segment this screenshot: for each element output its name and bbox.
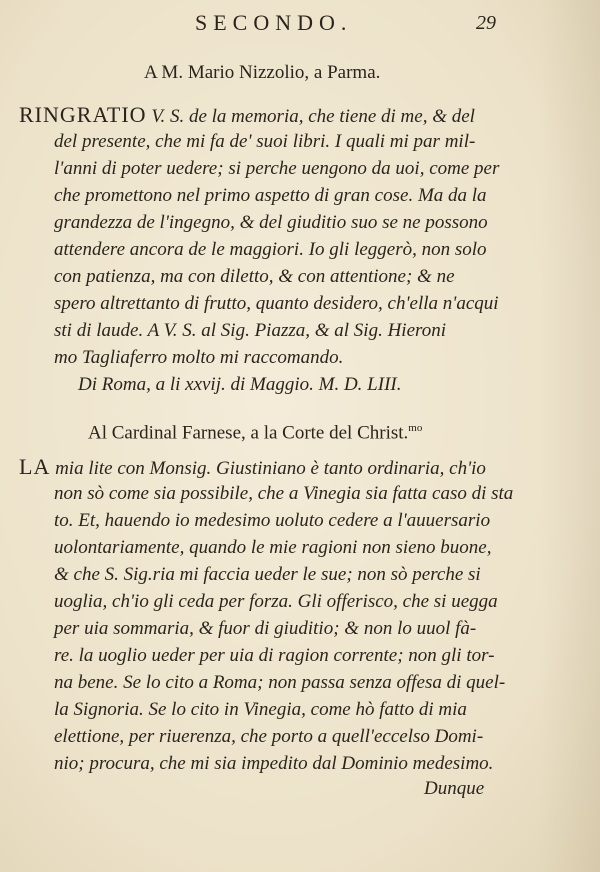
letter-2-line-5: & che S. Sig.ria mi faccia ueder le sue; non sò perche si (54, 564, 481, 585)
letter-2-heading-superscript: mo (408, 422, 423, 434)
letter-2-line-11: elettione, per riuerenza, che porto a quell'eccelso Domi- (54, 726, 484, 747)
letter-2-line-9: na bene. Se lo cito a Roma; non passa senza offesa di quel- (54, 672, 506, 693)
page-edge-shadow (540, 0, 600, 872)
letter-1-heading: A M. Mario Nizzolio, a Parma. (144, 62, 381, 83)
letter-2-line-10: la Signoria. Se lo cito in Vinegia, come hò fatto di mia (54, 699, 467, 720)
letter-2-line-12: nio; procura, che mi sia impedito dal Dominio medesimo. (54, 753, 494, 774)
letter-2-line-1-text: mia lite con Monsig. Giustiniano è tanto ordinaria, ch'io (55, 458, 486, 479)
letter-1-line-7: con patienza, ma con diletto, & con attentione; & ne (54, 266, 455, 287)
letter-2-heading-text: Al Cardinal Farnese, a la Corte del Christ. (88, 422, 409, 444)
letter-1-line-5: grandezza de l'ingegno, & del giuditio suo se ne possono (54, 212, 488, 233)
letter-2-line-2: non sò come sia possibile, che a Vinegia sia fatta caso di sta (54, 483, 514, 504)
letter-1-line-9: sti di laude. A V. S. al Sig. Piazza, & al Sig. Hieroni (54, 320, 446, 341)
letter-2-heading (88, 422, 422, 444)
opening-word-text: RINGRATIO (19, 102, 147, 127)
letter-2-line-8: re. la uoglio ueder per uia di ragion corrente; non gli tor- (54, 645, 495, 666)
letter-1-line-6: attendere ancora de le maggiori. Io gli leggerò, non solo (54, 239, 487, 260)
page-number: 29 (476, 12, 496, 34)
letter-2-line-6: uoglia, ch'io gli ceda per forza. Gli offerisco, che si uegga (54, 591, 498, 612)
letter-1-line-1 (19, 103, 475, 131)
letter-1-line-3: l'anni di poter uedere; si perche uengono da uoi, come per (54, 158, 500, 179)
opening-word-2-text: LA (19, 454, 51, 479)
letter-2-line-4: uolontariamente, quando le mie ragioni non sieno buone, (54, 537, 492, 558)
catchword: Dunque (424, 778, 485, 799)
letter-2-line-3: to. Et, hauendo io medesimo uoluto cedere a l'auuersario (54, 510, 491, 531)
letter-2-line-7: per uia sommaria, & fuor di giuditio; & non lo uuol fà- (54, 618, 477, 639)
letter-1-line-1-text: V. S. de la memoria, che tiene di me, & del (151, 106, 475, 127)
opening-word-2 (19, 454, 51, 479)
letter-1-line-4: che promettono nel primo aspetto di gran cose. Ma da la (54, 185, 487, 206)
opening-word (19, 102, 147, 127)
letter-2-line-1 (19, 455, 486, 483)
letter-1-dateline: Di Roma, a li xxvij. di Maggio. M. D. LIII. (78, 374, 402, 395)
letter-1-line-2: del presente, che mi fa de' suoi libri. I quali mi par mil- (54, 131, 476, 152)
running-head: SECONDO. (195, 10, 353, 35)
letter-1-line-10: mo Tagliaferro molto mi raccomando. (54, 347, 344, 368)
letter-1-line-8: spero altrettanto di frutto, quanto desidero, ch'ella n'acqui (54, 293, 499, 314)
